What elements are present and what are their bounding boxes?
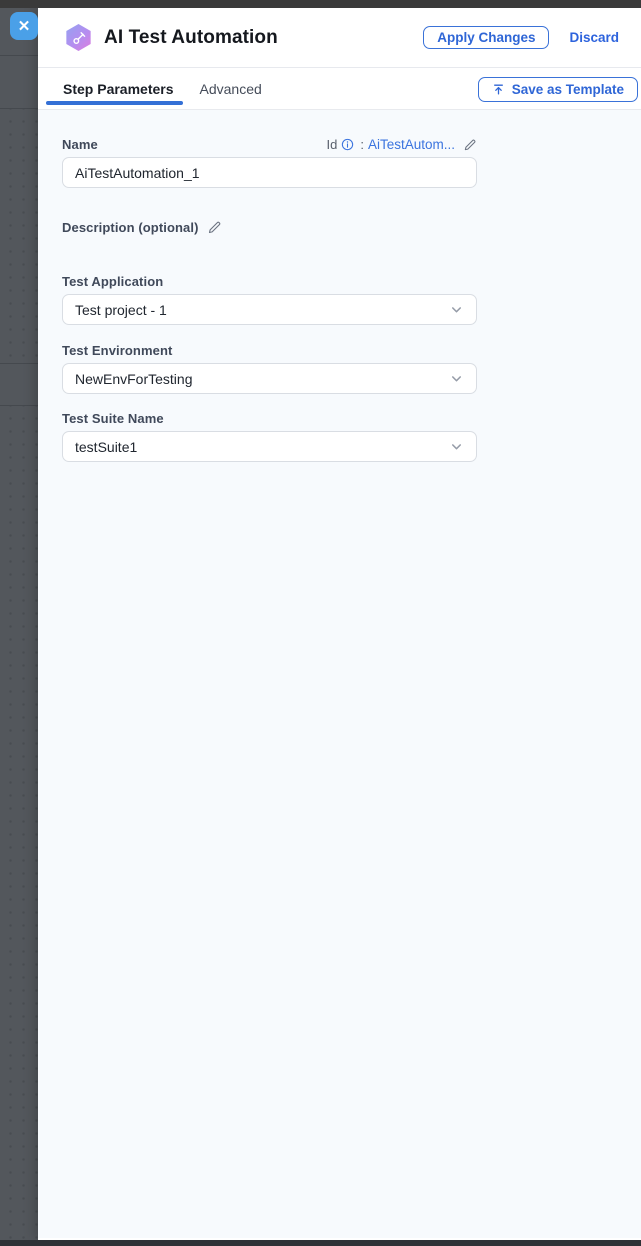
info-icon[interactable]	[341, 138, 354, 151]
save-template-icon	[492, 83, 505, 96]
active-tab-underline	[46, 101, 183, 105]
strip-divider	[0, 55, 38, 56]
close-drawer-button[interactable]	[10, 12, 38, 40]
test-environment-value: NewEnvForTesting	[75, 370, 193, 387]
window-bottom-bar	[0, 1240, 641, 1246]
strip-divider	[0, 363, 38, 364]
test-environment-label: Test Environment	[62, 343, 173, 358]
window-top-bar	[0, 0, 641, 8]
name-input[interactable]	[62, 157, 477, 188]
step-config-drawer	[38, 8, 641, 1240]
tab-bar	[38, 68, 641, 110]
tab-step-parameters-label: Step Parameters	[63, 80, 174, 97]
step-id-value[interactable]: AiTestAutom...	[367, 137, 455, 152]
edit-description-pencil-icon[interactable]	[207, 220, 222, 235]
close-icon: ✕	[17, 18, 31, 35]
save-as-template-button[interactable]	[478, 77, 638, 102]
test-application-select[interactable]	[62, 294, 477, 325]
save-as-template-label: Save as Template	[511, 82, 624, 97]
tab-advanced[interactable]	[196, 68, 266, 109]
canvas-dot-grid	[0, 109, 38, 363]
test-application-label: Test Application	[62, 274, 164, 289]
edit-id-pencil-icon[interactable]	[463, 138, 477, 152]
test-application-value: Test project - 1	[75, 301, 167, 318]
description-row	[62, 220, 641, 235]
drawer-header	[38, 8, 641, 68]
tab-step-parameters[interactable]	[46, 68, 183, 109]
chevron-down-icon	[449, 302, 464, 317]
chevron-down-icon	[449, 371, 464, 386]
name-label: Name	[62, 137, 98, 152]
step-parameters-panel	[38, 110, 641, 1238]
discard-button[interactable]: Discard	[569, 30, 619, 45]
test-suite-name-label: Test Suite Name	[62, 411, 164, 426]
tab-advanced-label: Advanced	[199, 80, 262, 97]
canvas-dot-grid	[0, 406, 38, 1240]
ai-test-automation-logo-icon	[65, 24, 92, 51]
page-title: AI Test Automation	[104, 26, 278, 48]
test-suite-name-value: testSuite1	[75, 438, 138, 455]
test-environment-select[interactable]	[62, 363, 477, 394]
id-group	[326, 137, 477, 152]
id-label: Id	[326, 137, 338, 152]
name-id-row	[62, 137, 477, 152]
chevron-down-icon	[449, 439, 464, 454]
id-separator: :	[360, 137, 364, 152]
description-label: Description (optional)	[62, 220, 199, 235]
apply-changes-button[interactable]: Apply Changes	[423, 26, 549, 49]
test-suite-name-select[interactable]	[62, 431, 477, 462]
background-canvas-strip	[0, 8, 38, 1240]
